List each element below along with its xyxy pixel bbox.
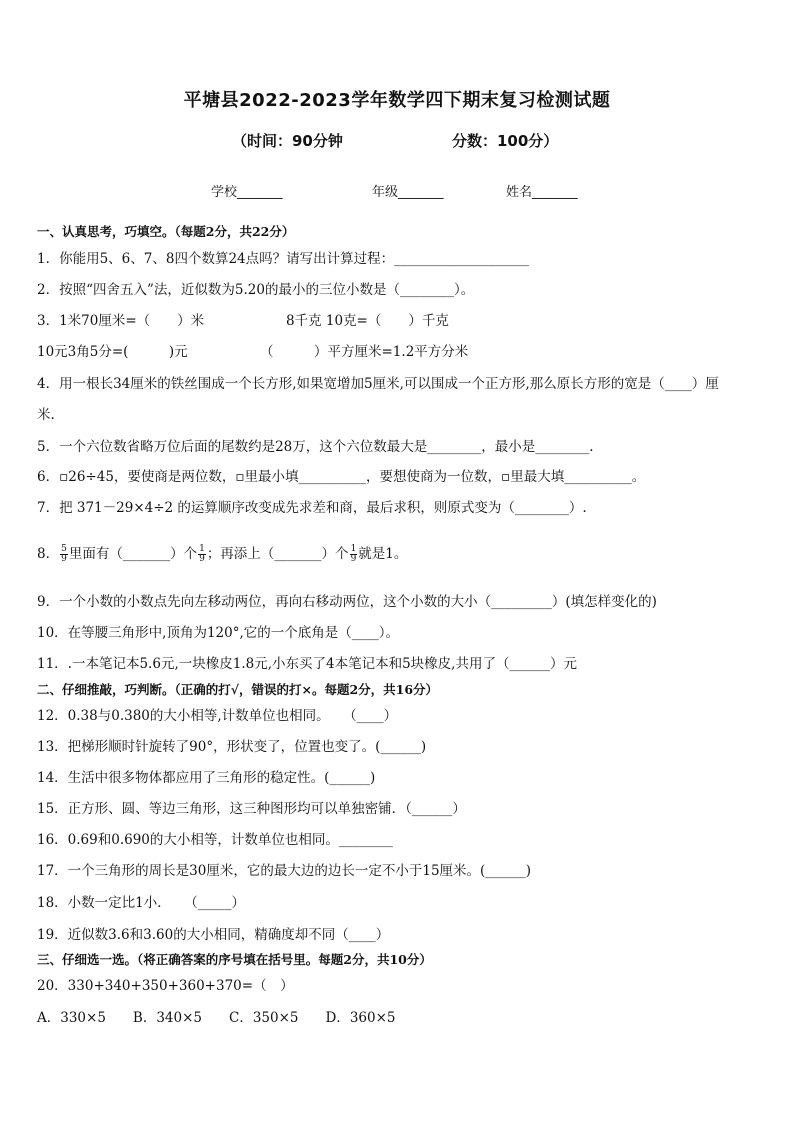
- question-3b: 8千克 10克=（ ）千克: [286, 313, 449, 329]
- fraction-numerator: 1: [350, 544, 357, 554]
- question-19: 19．近似数3.6和3.60的大小相同，精确度却不同（____）: [37, 927, 390, 943]
- fraction-numerator: 5: [61, 544, 67, 554]
- question-7: 7．把 371－29×4÷2 的运算顺序改变成先求差和商，最后求积，则原式变为（________）.: [37, 500, 587, 516]
- page-title: 平塘县2022-2023学年数学四下期末复习检测试题: [183, 90, 611, 111]
- question-8-text-2: ；再添上（_______）个: [206, 546, 349, 562]
- fraction-5-9: [60, 545, 68, 564]
- fraction-denominator: 9: [61, 554, 67, 564]
- question-3a: 3．1米70厘米=（ ）米: [37, 313, 205, 329]
- question-15: 15．正方形、圆、等边三角形，这三种图形均可以单独密铺．（______）: [37, 801, 466, 817]
- question-3c: 10元3角5分=( )元: [37, 344, 188, 360]
- question-9: 9．一个小数的小数点先向左移动两位，再向右移动两位，这个小数的大小（_________）(填怎样变化的): [37, 594, 657, 610]
- question-8-text-1: 里面有（_______）个: [68, 546, 198, 562]
- exam-time: （时间：90分钟: [232, 132, 343, 150]
- fraction-1-9: [198, 545, 206, 564]
- fraction-numerator: 1: [199, 544, 205, 554]
- question-17: 17．一个三角形的周长是30厘米，它的最大边的边长一定不小于15厘米。(______): [37, 863, 532, 879]
- question-14: 14．生活中很多物体都应用了三角形的稳定性。(______): [37, 770, 376, 786]
- question-4-continued: 米.: [37, 407, 55, 423]
- grade-field: 年级_______: [372, 185, 444, 200]
- question-10: 10．在等腰三角形中,顶角为120°,它的一个底角是（____）。: [37, 625, 400, 641]
- question-20: 20．330+340+350+360+370=（ ）: [37, 978, 294, 994]
- name-field: 姓名_______: [506, 185, 578, 200]
- question-8-number: 8．: [37, 546, 60, 562]
- question-8: [37, 545, 407, 564]
- section-3-heading: 三、仔细选一选。（将正确答案的序号填在括号里。每题2分，共10分）: [37, 952, 432, 967]
- question-5: 5．一个六位数省略万位后面的尾数约是28万，这个六位数最大是________，最小是________.: [37, 439, 594, 455]
- question-6: 6．▫26÷45，要使商是两位数，▫里最小填__________，要想使商为一位数，▫里最大填__________。: [37, 469, 646, 485]
- question-4: 4．用一根长34厘米的铁丝围成一个长方形,如果宽增加5厘米,可以围成一个正方形,那么原长方形的宽是（____）厘: [37, 376, 719, 392]
- question-18: 18．小数一定比1小． （_____）: [37, 895, 246, 911]
- fraction-denominator: 9: [199, 554, 205, 564]
- section-2-heading: 二、仔细推敲，巧判断。（正确的打√，错误的打×。每题2分，共16分）: [37, 682, 439, 697]
- question-20-options: A．330×5 B．340×5 C．350×5 D．360×5: [37, 1010, 396, 1026]
- section-1-heading: 一、认真思考，巧填空。（每题2分，共22分）: [37, 224, 295, 239]
- fraction-1-9: [350, 545, 358, 564]
- question-11: 11．.一本笔记本5.6元,一块橡皮1.8元,小东买了4本笔记本和5块橡皮,共用了（______）元: [37, 656, 577, 672]
- question-12: 12．0.38与0.380的大小相等,计数单位也相同。 （____）: [37, 708, 398, 724]
- question-1: 1．你能用5、6、7、8四个数算24点吗？请写出计算过程：____________________: [37, 251, 530, 267]
- school-field: 学校_______: [211, 185, 283, 200]
- fraction-denominator: 9: [350, 554, 357, 564]
- exam-score: 分数：100分）: [452, 132, 559, 150]
- question-8-text-3: 就是1。: [358, 546, 408, 562]
- question-13: 13．把梯形顺时针旋转了90°，形状变了，位置也变了。(______): [37, 739, 427, 755]
- question-16: 16．0.69和0.690的大小相等，计数单位也相同。________: [37, 832, 393, 848]
- question-3d: （ ）平方厘米=1.2平方分米: [260, 344, 469, 360]
- question-2: 2．按照“四舍五入”法，近似数为5.20的最小的三位小数是（________）。: [37, 282, 475, 298]
